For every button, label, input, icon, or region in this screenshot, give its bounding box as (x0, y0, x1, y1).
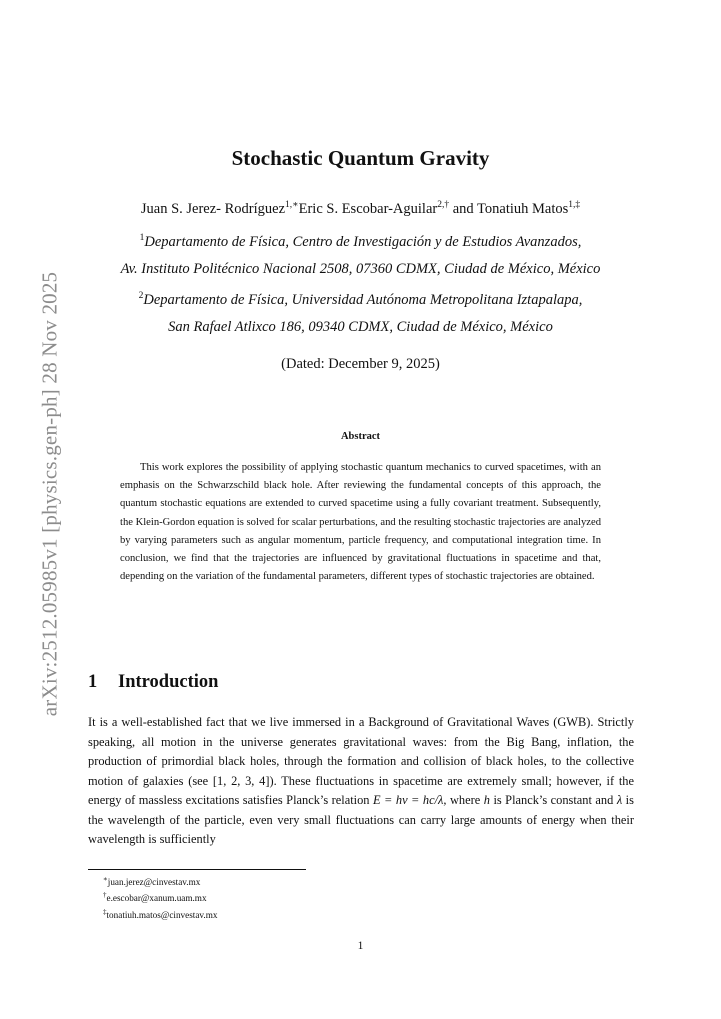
intro-text-4: is the wavelength of the particle, even very small fluctuations can carry large amounts of energy when their wavelength is sufficiently (88, 793, 634, 846)
author-3: and Tonatiuh Matos (452, 200, 569, 217)
affiliation-2-line-2: San Rafael Atlixco 186, 09340 CDMX, Ciudad de México, México (168, 319, 553, 335)
affiliation-2-line-1 (0, 291, 721, 309)
affiliation-1-text: Departamento de Física, Centro de Investigación y de Estudios Avanzados, (144, 233, 582, 250)
section-number: 1 (88, 672, 98, 692)
dated-line: (Dated: December 9, 2025) (281, 356, 440, 372)
paper-title: Stochastic Quantum Gravity (231, 146, 490, 170)
footnote-1-email: juan.jerez@cinvestav.mx (107, 877, 201, 888)
intro-text-3: is Planck’s constant and (493, 793, 614, 807)
page-number: 1 (357, 940, 364, 952)
author-3-affil: 1,‡ (568, 200, 581, 210)
footnote-3-mark: ‡ (103, 907, 107, 916)
affiliation-2-text: Departamento de Física, Universidad Autónoma Metropolitana Iztapalapa, (143, 291, 583, 308)
planck-relation: E = hν = hc/λ, (372, 793, 447, 807)
footnote-2-email: e.escobar@xanum.uam.mx (106, 893, 207, 904)
author-2-mark: † (444, 200, 450, 210)
affiliation-1-number: 1 (139, 233, 145, 243)
footnote-3 (103, 906, 217, 922)
arxiv-identifier: arXiv:2512.05985v1 [physics.gen-ph] 28 Nov 2025 (37, 271, 62, 717)
abstract-body: This work explores the possibility of applying stochastic quantum mechanics to curved spacetimes, with an emphasis on the Schwarzschild black hole. After reviewing the fundamental concepts of this approach, the quantum stochastic equations are extended to curved spacetime using a fully covariant treatment. Subsequently, the Klein-Gordon equation is solved for scalar perturbations, and the resulting stochastic trajectories are analyzed by varying parameters such as angular momentum, particle frequency, and computational integration time. In conclusion, we find that the trajectories are influenced by gravitational fluctuations in spacetime and that, depending on the variation of the fundamental parameters, different types of stochastic trajectories are obtained. (120, 462, 601, 583)
footnote-1 (103, 873, 217, 889)
affiliation-1-line-1 (0, 233, 721, 251)
symbol-lambda: λ (616, 793, 623, 807)
abstract-heading: Abstract (340, 431, 381, 442)
intro-text-2: where (449, 793, 481, 807)
author-2-affil: 2, (437, 200, 445, 210)
footnote-1-mark: ∗ (103, 875, 108, 883)
footnote-2 (103, 889, 217, 905)
affiliation-1-line-2: Av. Instituto Politécnico Nacional 2508, 07360 CDMX, Ciudad de México, México (120, 261, 601, 277)
section-title: Introduction (118, 672, 219, 692)
author-list (0, 199, 721, 218)
introduction-paragraph (88, 713, 634, 850)
footnote-rule (88, 869, 306, 870)
section-heading (88, 672, 218, 693)
footnote-3-email: tonatiuh.matos@cinvestav.mx (106, 909, 218, 920)
affiliation-2-number: 2 (138, 291, 144, 301)
symbol-h: h (483, 793, 490, 807)
author-1-affil: 1, (285, 200, 293, 210)
intro-text-1: It is a well-established fact that we live immersed in a Background of Gravitational Waves (GWB). Strictly speaking, all motion in the universe generates gravitational waves: from the Big Bang, inflation, the production of primordial black holes, through the formation and collision of black holes, to the collective motion of galaxies (see [1, 2, 3, 4]). These fluctuations in spacetime are extremely small; however, if the energy of massless excitations satisfies Planck’s relation (88, 715, 634, 807)
author-2: Eric S. Escobar-Aguilar (298, 200, 438, 217)
author-1: Juan S. Jerez- Rodríguez (140, 200, 286, 217)
author-1-mark: ∗ (292, 200, 299, 210)
footnotes (103, 873, 217, 922)
footnote-2-mark: † (103, 891, 107, 900)
